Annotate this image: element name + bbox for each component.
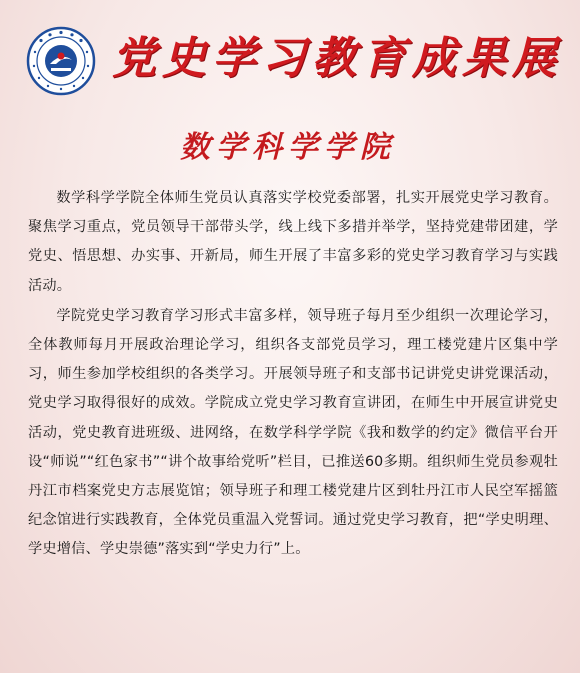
paragraph-1: 数学科学学院全体师生党员认真落实学校党委部署，扎实开展党史学习教育。聚焦学习重点，党员领导干部带头学，线上线下多措并举学，坚持党建带团建，学党史、悟思想、办实事、开新局，师生开展了丰富多彩的党史学习教育学习与实践活动。 (28, 190, 558, 294)
college-name: 数学科学学院 (180, 130, 396, 165)
paragraph-2: 学院党史学习教育学习形式丰富多样，领导班子每月至少组织一次理论学习，全体教师每月开展政治理论学习，组织各支部党员学习，理工楼党建片区集中学习，师生参加学校组织的各类学习。开展领导班子和支部书记讲党史讲党课活动，党史学习取得很好的成效。学院成立党史学习教育宣讲团，在师生中开展宣讲党史活动，党史教育进班级、进网络，在数学科学学院《我和数学的约定》微信平台开设“师说”“红色家书”“讲个故事给党听”栏目，已推送60多期。组织师生党员参观牡丹江市档案党史方志展览馆；领导班子和理工楼党建片区到牡丹江市人民空军摇篮纪念馆进行实践教育，全体党员重温入党誓词。通过党史学习教育，把“学史明理、学史增信、学史崇德”落实到“学史力行”上。 (28, 307, 558, 558)
university-logo (26, 26, 96, 96)
university-seal-icon (26, 26, 96, 96)
exhibition-title: 党史学习教育成果展 (112, 33, 562, 84)
header (0, 0, 580, 120)
article-body (28, 184, 558, 565)
